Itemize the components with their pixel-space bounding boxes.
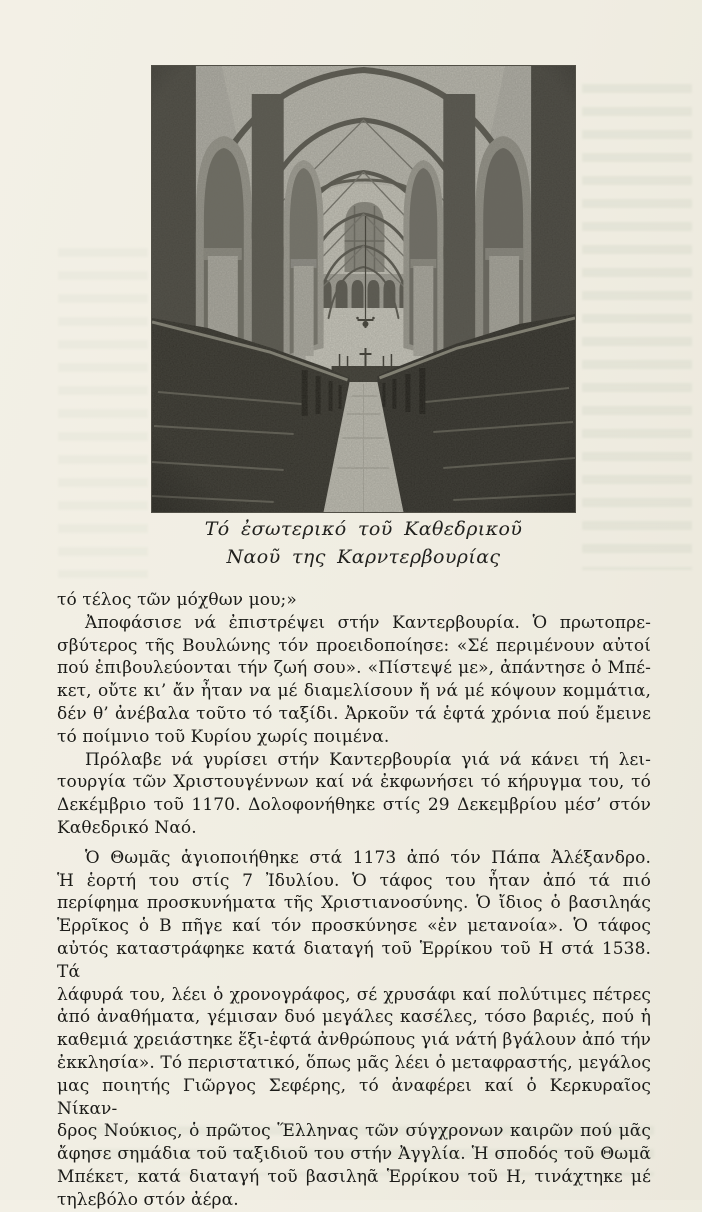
text-line: Πρόλαβε νά γυρίσει στήν Καντερβουρία γιά νά κάνει τή λει- <box>85 749 651 770</box>
text-line: λάφυρά του, λέει ὁ χρονογράφος, σέ χρυσάφι καί πολύτιμες πέτρες <box>57 984 651 1005</box>
text-line: ἄφησε σημάδια τοῦ ταξιδιοῦ του στήν Ἀγγλία. Ἡ σποδός τοῦ Θωμᾶ <box>57 1144 651 1165</box>
text-line: τουργία τῶν Χριστουγέννων καί νά ἐκφωνήσει τό κήρυγμα του, τό <box>57 772 651 793</box>
text-line: δέν θ’ ἀνέβαλα τοῦτο τό ταξίδι. Ἀρκοῦν τά ἑφτά χρόνια πού ἔμεινε <box>57 703 651 724</box>
reverse-page-bleed-through <box>58 248 148 578</box>
photo-caption <box>152 515 575 571</box>
paragraph <box>57 589 651 612</box>
photo-caption-line-1: Τό ἐσωτερικό τοῦ Καθεδρικοῦ <box>204 518 523 540</box>
photo-caption-line-2: Ναοῦ της Καρντερβουρίας <box>226 546 501 568</box>
cathedral-interior-photo <box>152 66 575 512</box>
paragraph <box>57 612 651 749</box>
text-line: περίφημα προσκυνήματα τῆς Χριστιανοσύνης. Ὁ ἴδιος ὁ βασιληάς <box>57 893 651 914</box>
paragraph <box>57 847 651 1212</box>
text-line: Ἡ ἑορτή του στίς 7 Ἰδυλίου. Ὁ τάφος του ἦταν ἀπό τά πιό <box>57 870 651 891</box>
body-text <box>57 589 651 1212</box>
text-line: Δεκέμβριο τοῦ 1170. Δολοφονήθηκε στίς 29 Δεκεμβρίου μέσ’ στόν <box>57 795 651 816</box>
text-line: Ἀποφάσισε νά ἐπιστρέψει στήν Καντερβουρία. Ὁ πρωτοπρε- <box>85 612 651 633</box>
text-line: τηλεβόλο στόν ἀέρα. <box>57 1189 239 1210</box>
paragraph <box>57 749 651 840</box>
text-line: δρος Νούκιος, ὁ πρῶτος Ἕλληνας τῶν σύγχρονων καιρῶν πού μᾶς <box>57 1121 651 1142</box>
text-line: Ὁ Θωμᾶς ἁγιοποιήθηκε στά 1173 ἀπό τόν Πάπα Ἀλέξανδρο. <box>85 847 651 868</box>
text-line: τό ποίμνιο τοῦ Κυρίου χωρίς ποιμένα. <box>57 726 390 747</box>
text-line: ἐκκλησία». Τό περιστατικό, ὅπως μᾶς λέει ὁ μεταφραστής, μεγάλος <box>57 1052 651 1073</box>
text-line: Μπέκετ, κατά διαταγή τοῦ βασιληᾶ Ἑρρίκου τοῦ Η, τινάχτηκε μέ <box>57 1166 651 1187</box>
text-line: μας ποιητής Γιῶργος Σεφέρης, τό ἀναφέρει καί ὁ Κερκυραῖος Νίκαν- <box>57 1075 651 1119</box>
reverse-page-bleed-through <box>582 84 692 570</box>
cathedral-nave-illustration <box>152 66 575 512</box>
text-line: κετ, οὔτε κι’ ἄν ἦταν να μέ διαμελίσουν ἤ νά μέ κόψουν κομμάτια, <box>57 681 651 702</box>
text-line: σβύτερος τῆς Βουλώνης τόν προειδοποίησε: «Σέ περιμένουν αὐτοί <box>57 635 651 656</box>
text-line: τό τέλος τῶν μόχθων μου;» <box>57 590 297 610</box>
text-line: Ἑρρῖκος ὁ Β πῆγε καί τόν προσκύνησε «ἐν μετανοία». Ὁ τάφος <box>57 916 651 937</box>
text-line: αὐτός καταστράφηκε κατά διαταγή τοῦ Ἑρρίκου τοῦ Η στά 1538. Τά <box>57 938 651 982</box>
text-line: πού ἐπιβουλεύονται τήν ζωή σου». «Πίστεψέ με», ἀπάντησε ὁ Μπέ- <box>57 658 651 679</box>
text-line: ἀπό ἀναθήματα, γέμισαν δυό μεγάλες κασέλες, τόσο βαριές, πού ἡ <box>57 1007 651 1028</box>
text-line: καθεμιά χρειάστηκε ἕξι-ἑφτά ἀνθρώπους γιά νάτή βγάλουν ἀπό τήν <box>57 1030 651 1051</box>
text-line: Καθεδρικό Ναό. <box>57 817 197 838</box>
